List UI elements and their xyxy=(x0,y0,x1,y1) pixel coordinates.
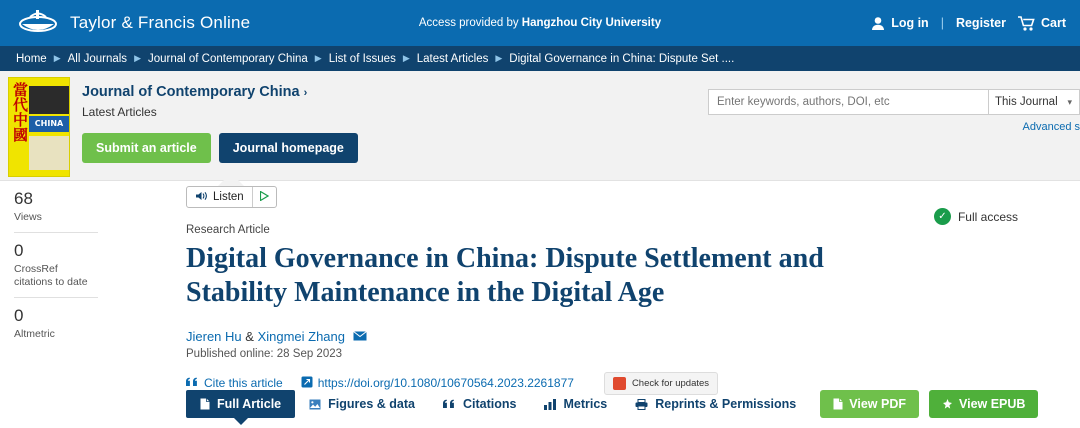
callout-pointer-icon xyxy=(218,173,244,186)
listen-play-button[interactable] xyxy=(253,187,276,207)
epub-icon xyxy=(942,399,953,410)
chevron-down-icon: ▾ xyxy=(1067,96,1072,107)
tab-label: Reprints & Permissions xyxy=(655,397,797,411)
journal-strip xyxy=(0,71,1080,181)
breadcrumb-item-list-of-issues[interactable]: List of Issues xyxy=(328,52,396,65)
cart-label: Cart xyxy=(1040,16,1066,30)
chevron-right-icon: ▶ xyxy=(134,53,141,63)
journal-homepage-button[interactable]: Journal homepage xyxy=(219,133,358,163)
crossmark-icon xyxy=(613,377,626,390)
tab-metrics[interactable] xyxy=(530,390,621,418)
cite-this-article-link[interactable] xyxy=(186,376,283,390)
metric-label: CrossRef citations to date xyxy=(14,263,88,288)
quote-icon xyxy=(186,376,199,390)
cart-link[interactable] xyxy=(1018,16,1066,31)
search-scope-select[interactable] xyxy=(988,89,1080,115)
external-link-icon xyxy=(301,376,313,391)
person-icon xyxy=(871,16,885,31)
tab-full-article[interactable] xyxy=(186,390,295,418)
journal-cover-photo xyxy=(29,86,69,114)
pdf-icon xyxy=(833,398,843,410)
cart-icon xyxy=(1018,16,1035,31)
brand-title: Taylor & Francis Online xyxy=(70,13,251,32)
metric-views xyxy=(14,181,98,233)
metric-label: Altmetric xyxy=(14,328,55,340)
search-scope-value: This Journal xyxy=(995,96,1058,108)
metrics-rail xyxy=(0,181,160,349)
page-title: Digital Governance in China: Dispute Settlement and Stability Maintenance in the Digital Age xyxy=(186,243,824,308)
divider: | xyxy=(940,16,944,30)
login-link[interactable] xyxy=(871,16,929,31)
chevron-right-icon: ▶ xyxy=(495,53,503,63)
chevron-right-icon: ▶ xyxy=(314,53,322,63)
tab-citations[interactable] xyxy=(429,390,530,418)
metric-value: 0 xyxy=(14,306,24,325)
metric-crossref-citations xyxy=(14,233,98,298)
metric-label: Views xyxy=(14,211,42,223)
play-icon xyxy=(260,191,269,204)
author-link-2[interactable]: Xingmei Zhang xyxy=(257,328,346,344)
journal-cover-image[interactable] xyxy=(8,77,70,177)
journal-cover-panel xyxy=(29,136,69,170)
journal-action-buttons xyxy=(82,133,358,163)
journal-title-text: Journal of Contemporary China xyxy=(82,84,300,100)
chevron-right-icon: › xyxy=(303,87,308,99)
spacer xyxy=(810,390,820,418)
top-right-actions xyxy=(871,0,1066,46)
article-type-kicker: Research Article xyxy=(186,224,270,236)
access-provided-note: Access provided by Hangzhou City University xyxy=(418,17,662,29)
login-label: Log in xyxy=(891,16,929,30)
brand-block[interactable] xyxy=(0,8,250,38)
image-icon xyxy=(309,399,321,410)
listen-widget[interactable] xyxy=(186,186,277,208)
register-link[interactable] xyxy=(956,16,1006,30)
quote-icon xyxy=(443,399,456,409)
breadcrumb-item-all-journals[interactable]: All Journals xyxy=(67,52,128,65)
tab-label: Figures & data xyxy=(328,397,415,411)
full-access-badge xyxy=(934,208,1018,225)
breadcrumb-item-journal[interactable]: Journal of Contemporary China xyxy=(147,52,308,65)
doi-label: https://doi.org/10.1080/10670564.2023.2261877 xyxy=(317,376,574,391)
view-epub-button[interactable] xyxy=(929,390,1038,418)
search-input[interactable] xyxy=(708,89,988,115)
publication-date: Published online: 28 Sep 2023 xyxy=(186,347,343,360)
advanced-search-link[interactable]: Advanced s xyxy=(1022,121,1080,133)
search-bar xyxy=(708,89,1080,115)
envelope-icon[interactable] xyxy=(353,329,367,344)
top-header-bar xyxy=(0,0,1080,46)
metric-altmetric xyxy=(14,298,98,349)
spacer xyxy=(919,390,929,418)
taylor-francis-logo xyxy=(16,8,60,38)
tab-reprints-permissions[interactable] xyxy=(621,390,810,418)
breadcrumb-item-home[interactable]: Home xyxy=(16,52,47,65)
chevron-right-icon: ▶ xyxy=(53,53,61,63)
print-icon xyxy=(635,399,648,410)
author-separator: & xyxy=(245,328,254,344)
breadcrumb-item-latest-articles[interactable]: Latest Articles xyxy=(416,52,489,65)
document-icon xyxy=(200,398,210,410)
bar-chart-icon xyxy=(544,399,556,410)
breadcrumb-item-current: Digital Governance in China: Dispute Set .... xyxy=(509,52,735,65)
author-link-1[interactable]: Jieren Hu xyxy=(186,328,242,344)
speaker-icon xyxy=(195,190,208,205)
tab-label: Full Article xyxy=(217,397,282,411)
journal-info xyxy=(82,83,307,119)
tab-label: Citations xyxy=(462,397,517,411)
journal-subtitle: Latest Articles xyxy=(82,105,157,119)
author-list xyxy=(186,329,1080,344)
view-pdf-button[interactable] xyxy=(820,390,919,418)
check-circle-icon: ✓ xyxy=(934,208,951,225)
article-tabs xyxy=(186,390,1038,418)
journal-cover-chinese-title: 當代中國 xyxy=(11,82,29,142)
journal-cover-badge: CHINA xyxy=(29,116,69,132)
breadcrumb xyxy=(0,46,1080,71)
view-epub-label: View EPUB xyxy=(958,397,1026,411)
crossmark-label: Check for updates xyxy=(631,377,710,389)
full-access-label: Full access xyxy=(957,209,1018,224)
doi-link[interactable] xyxy=(301,376,574,391)
chevron-right-icon: ▶ xyxy=(402,53,410,63)
cite-label: Cite this article xyxy=(204,376,283,391)
metric-value: 0 xyxy=(14,241,24,260)
metric-value: 68 xyxy=(14,189,33,208)
article-main xyxy=(186,186,1080,395)
listen-callout xyxy=(186,186,282,208)
register-label: Register xyxy=(955,16,1006,30)
listen-label: Listen xyxy=(213,191,244,203)
view-pdf-label: View PDF xyxy=(849,397,906,411)
journal-title-link[interactable] xyxy=(82,84,307,100)
access-institution: Hangzhou City University xyxy=(521,17,662,29)
tab-label: Metrics xyxy=(563,397,608,411)
submit-article-button[interactable]: Submit an article xyxy=(82,133,211,163)
listen-button[interactable] xyxy=(187,187,252,207)
tab-figures-and-data[interactable] xyxy=(295,390,429,418)
